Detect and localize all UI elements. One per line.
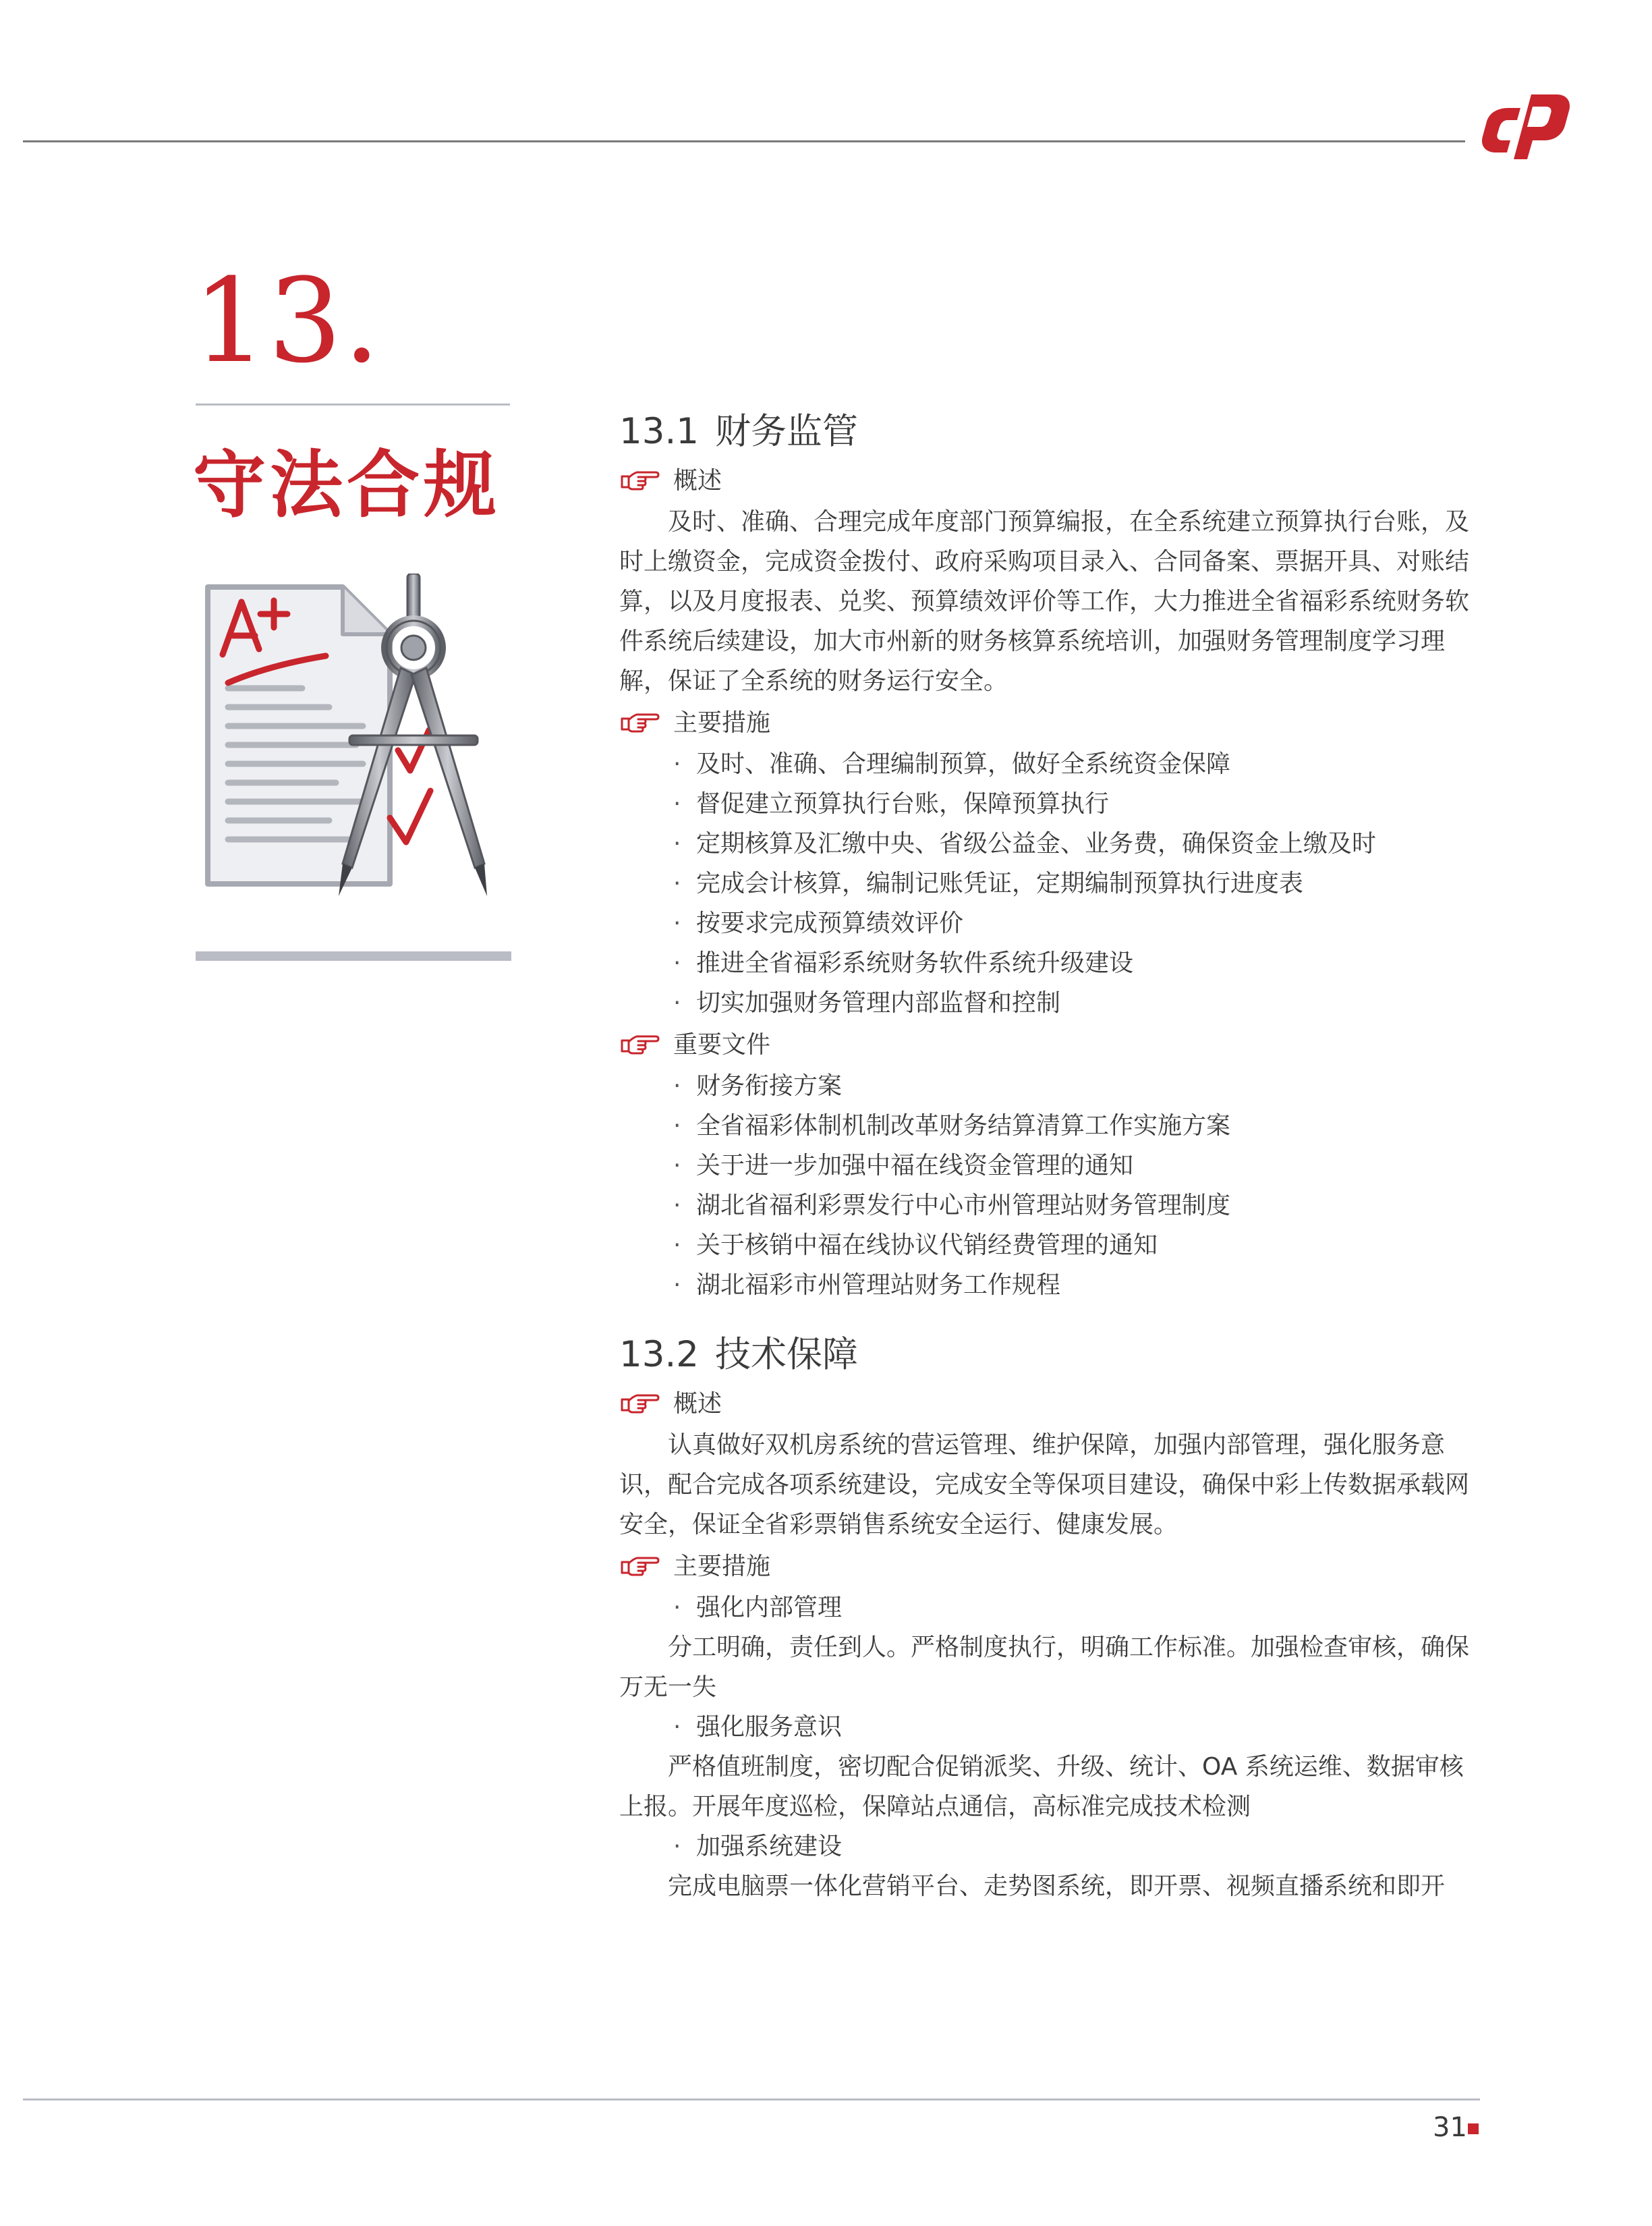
documents-list	[619, 1066, 1469, 1305]
section-number: 13.1	[619, 411, 700, 452]
subsection-documents	[619, 1023, 1469, 1066]
section-title	[619, 1328, 1469, 1382]
chapter-number: 13.	[193, 253, 382, 389]
subsection-label: 主要措施	[673, 708, 771, 737]
list-item: · 按要求完成预算绩效评价	[673, 903, 1469, 943]
footer-rule	[23, 2098, 1480, 2100]
overview-paragraph: 及时、准确、合理完成年度部门预算编报，在全系统建立预算执行台账，及时上缴资金，完成资金拨付、政府采购项目录入、合同备案、票据开具、对账结算，以及月度报表、兑奖、预算绩效评价等工作，大力推进全省福彩系统财务软件系统后续建设，加大市州新的财务核算系统培训，加强财务管理制度学习理解，保证了全系统的财务运行安全。	[619, 508, 1470, 695]
measure-heading: · 强化服务意识	[619, 1707, 1469, 1747]
list-item: · 督促建立预算执行台账，保障预算执行	[673, 784, 1469, 824]
section-heading: 财务监管	[715, 411, 859, 452]
list-item: · 切实加强财务管理内部监督和控制	[673, 983, 1469, 1023]
section-number: 13.2	[619, 1334, 700, 1375]
list-item: · 全省福彩体制机制改革财务结算清算工作实施方案	[673, 1106, 1469, 1146]
list-item: · 及时、准确、合理编制预算，做好全系统资金保障	[673, 744, 1469, 784]
list-item: · 财务衔接方案	[673, 1066, 1469, 1106]
measure-paragraph: 分工明确，责任到人。严格制度执行，明确工作标准。加强检查审核，确保万无一失	[619, 1634, 1470, 1701]
chapter-title: 守法合规	[193, 443, 501, 528]
list-item: · 关于核销中福在线协议代销经费管理的通知	[673, 1225, 1469, 1265]
page-number: 31	[1433, 2112, 1467, 2143]
subsection-overview	[619, 1382, 1469, 1425]
measure-paragraph: 完成电脑票一体化营销平台、走势图系统，即开票、视频直播系统和即开	[668, 1872, 1446, 1900]
subsection-measures	[619, 1545, 1469, 1588]
list-item: · 湖北省福利彩票发行中心市州管理站财务管理制度	[673, 1186, 1469, 1225]
subsection-label: 主要措施	[673, 1552, 771, 1580]
subsection-label: 概述	[673, 466, 722, 495]
page-marker-square	[1468, 2123, 1479, 2134]
chapter-rule	[196, 404, 510, 406]
list-item: · 关于进一步加强中福在线资金管理的通知	[673, 1146, 1469, 1186]
header-rule	[23, 140, 1465, 142]
subsection-overview	[619, 459, 1469, 502]
section-heading: 技术保障	[715, 1334, 859, 1375]
chapter-bottom-rule	[196, 951, 511, 961]
list-item: · 湖北福彩市州管理站财务工作规程	[673, 1265, 1469, 1305]
section-title	[619, 405, 1469, 459]
pointing-hand-icon	[619, 1554, 660, 1578]
subsection-label: 重要文件	[673, 1030, 771, 1059]
graded-document-with-compass-icon	[201, 574, 505, 911]
pointing-hand-icon	[619, 711, 660, 735]
measure-heading: · 强化内部管理	[619, 1588, 1469, 1627]
measures-list	[619, 744, 1469, 1023]
measure-paragraph: 严格值班制度，密切配合促销派奖、升级、统计、OA 系统运维、数据审核上报。开展年度巡检，保障站点通信，高标准完成技术检测	[619, 1753, 1464, 1820]
measure-heading: · 加强系统建设	[619, 1827, 1469, 1866]
pointing-hand-icon	[619, 468, 660, 493]
overview-paragraph: 认真做好双机房系统的营运管理、维护保障，加强内部管理，强化服务意识，配合完成各项系统建设，完成安全等保项目建设，确保中彩上传数据承载网安全，保证全省彩票销售系统安全运行、健康发展。	[619, 1431, 1470, 1538]
subsection-measures	[619, 701, 1469, 744]
lottery-logo-icon	[1481, 89, 1570, 163]
pointing-hand-icon	[619, 1032, 660, 1057]
pointing-hand-icon	[619, 1391, 660, 1416]
subsection-label: 概述	[673, 1389, 722, 1418]
content-column	[619, 405, 1469, 1906]
list-item: · 完成会计核算，编制记账凭证，定期编制预算执行进度表	[673, 864, 1469, 903]
list-item: · 推进全省福彩系统财务软件系统升级建设	[673, 943, 1469, 983]
list-item: · 定期核算及汇缴中央、省级公益金、业务费，确保资金上缴及时	[673, 824, 1469, 864]
